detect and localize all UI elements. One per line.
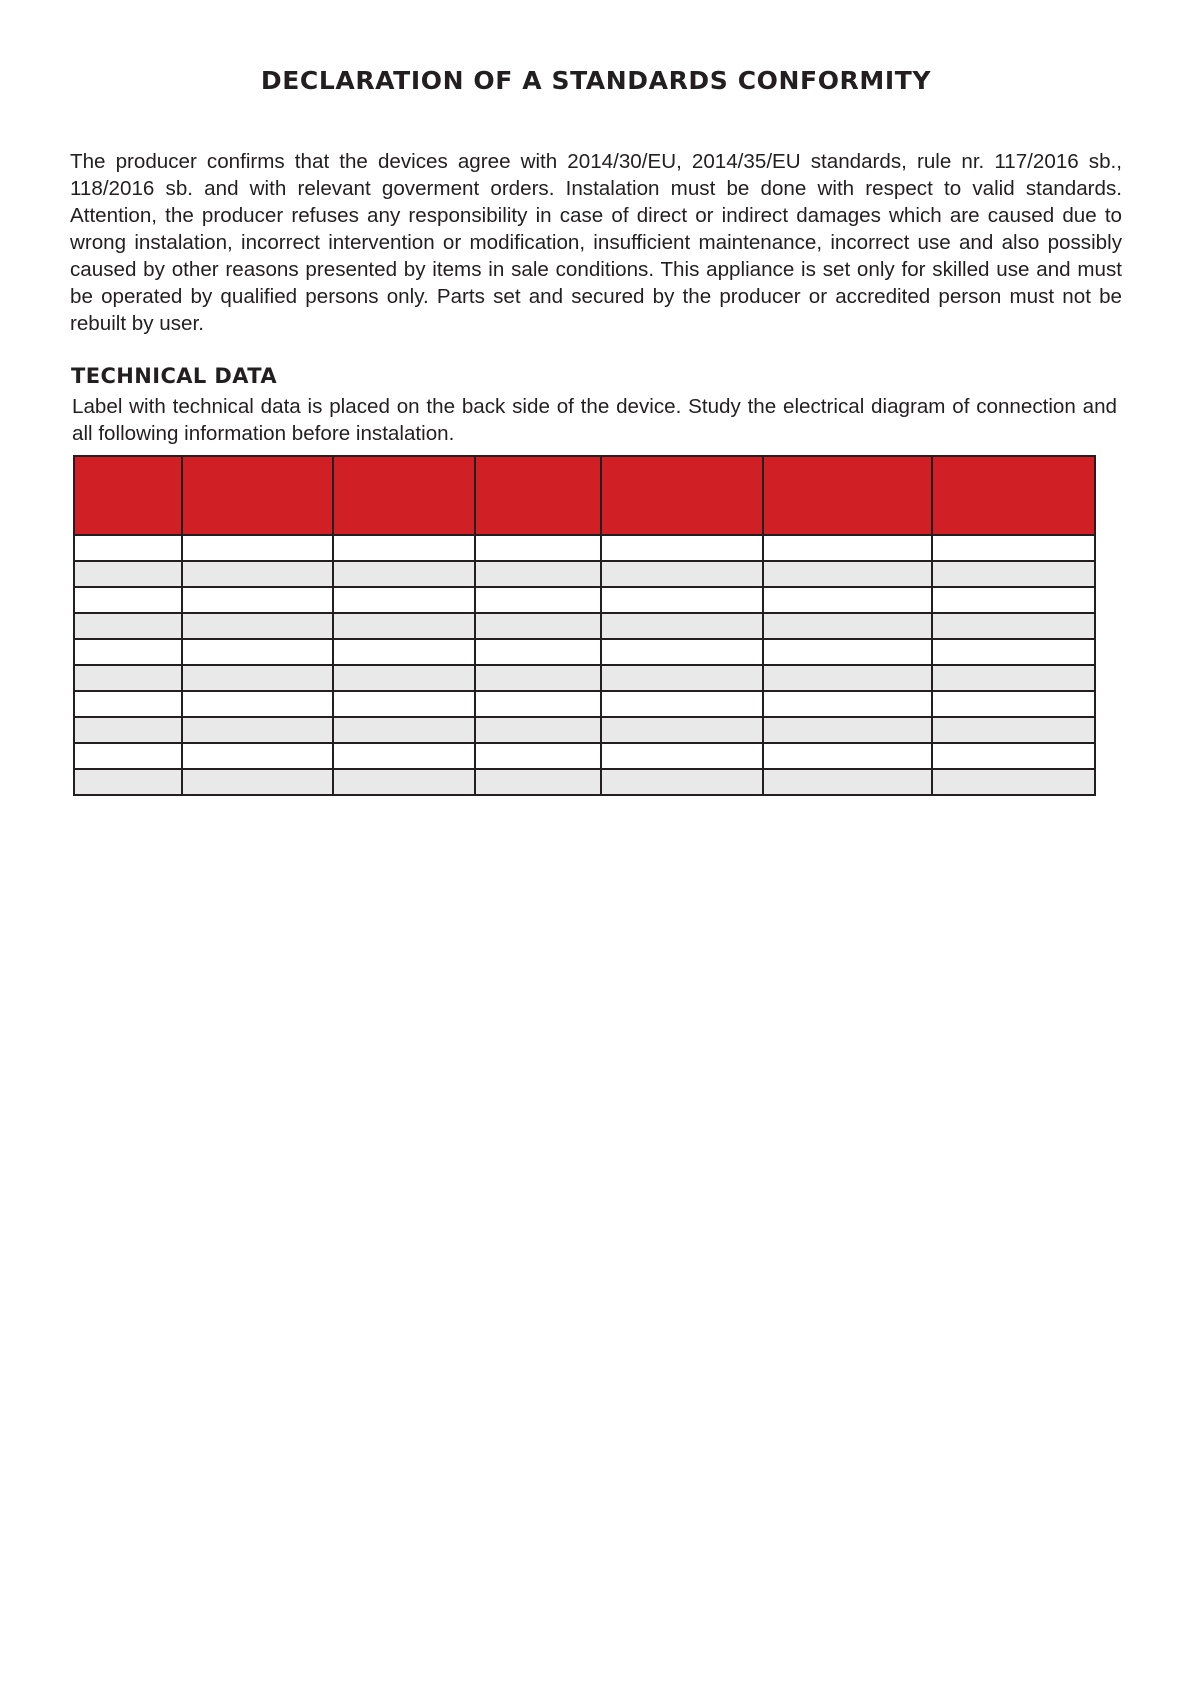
- table-cell: [932, 639, 1095, 665]
- table-cell: [74, 613, 182, 639]
- table-cell: [74, 535, 182, 561]
- table-header-cell: [475, 456, 601, 535]
- table-cell: [763, 691, 932, 717]
- table-cell: [601, 691, 763, 717]
- table-cell: [475, 665, 601, 691]
- technical-data-table: [73, 455, 1096, 796]
- table-cell: [475, 561, 601, 587]
- table-cell: [601, 769, 763, 795]
- table-cell: [601, 717, 763, 743]
- table-cell: [74, 587, 182, 613]
- table-header-cell: [763, 456, 932, 535]
- table-cell: [74, 743, 182, 769]
- table-cell: [74, 717, 182, 743]
- table-row: [74, 743, 1095, 769]
- table-cell: [763, 587, 932, 613]
- table-cell: [475, 587, 601, 613]
- table-header: [74, 456, 1095, 535]
- table-cell: [601, 613, 763, 639]
- table-cell: [333, 743, 475, 769]
- table-cell: [333, 639, 475, 665]
- table-cell: [182, 613, 333, 639]
- table-row: [74, 665, 1095, 691]
- table-cell: [475, 691, 601, 717]
- table-cell: [182, 691, 333, 717]
- table-cell: [932, 535, 1095, 561]
- table-cell: [74, 639, 182, 665]
- table-cell: [74, 665, 182, 691]
- table-cell: [182, 639, 333, 665]
- table-cell: [763, 639, 932, 665]
- table-cell: [475, 717, 601, 743]
- table-cell: [182, 665, 333, 691]
- table-cell: [182, 587, 333, 613]
- table-row: [74, 587, 1095, 613]
- table-cell: [932, 769, 1095, 795]
- table-cell: [932, 691, 1095, 717]
- table-cell: [475, 639, 601, 665]
- table-cell: [333, 587, 475, 613]
- table-cell: [475, 613, 601, 639]
- table-cell: [475, 535, 601, 561]
- table-cell: [601, 665, 763, 691]
- table-cell: [932, 743, 1095, 769]
- table-cell: [601, 535, 763, 561]
- table-header-cell: [74, 456, 182, 535]
- table-cell: [763, 665, 932, 691]
- table-row: [74, 639, 1095, 665]
- table-cell: [763, 717, 932, 743]
- technical-data-heading: TECHNICAL DATA: [71, 364, 278, 388]
- table-row: [74, 769, 1095, 795]
- table-header-row: [74, 456, 1095, 535]
- table-row: [74, 613, 1095, 639]
- table-cell: [333, 691, 475, 717]
- table-cell: [601, 639, 763, 665]
- table-cell: [601, 743, 763, 769]
- table-cell: [763, 743, 932, 769]
- table-header-cell: [333, 456, 475, 535]
- table-cell: [182, 743, 333, 769]
- table-cell: [333, 561, 475, 587]
- table-cell: [182, 535, 333, 561]
- table-cell: [333, 535, 475, 561]
- table-header-cell: [932, 456, 1095, 535]
- table-cell: [932, 561, 1095, 587]
- table-header-cell: [182, 456, 333, 535]
- table-cell: [932, 665, 1095, 691]
- table-cell: [74, 561, 182, 587]
- table-row: [74, 691, 1095, 717]
- technical-data-text: Label with technical data is placed on the back side of the device. Study the electrical diagram of connection and all following information before instalation.: [72, 395, 1117, 445]
- table-cell: [333, 769, 475, 795]
- table-cell: [932, 587, 1095, 613]
- table-cell: [74, 769, 182, 795]
- table-cell: [182, 717, 333, 743]
- table-cell: [333, 613, 475, 639]
- table-cell: [763, 769, 932, 795]
- table-cell: [333, 717, 475, 743]
- table-row: [74, 535, 1095, 561]
- page-title: DECLARATION OF A STANDARDS CONFORMITY: [260, 66, 932, 95]
- table-cell: [932, 613, 1095, 639]
- table-cell: [475, 743, 601, 769]
- table-cell: [601, 587, 763, 613]
- conformity-statement: The producer confirms that the devices agree with 2014/30/EU, 2014/35/EU standards, rule nr. 117/2016 sb., 118/2016 sb. and with relevant goverment orders. Instalation must be done with respect to valid standards. Attention, the producer refuses any responsibility in case of direct or indirect damages which are caused due to wrong instalation, incorrect intervention or modification, insufficient maintenance, incorrect use and also possibly caused by other reasons presented by items in sale conditions. This appliance is set only for skilled use and must be operated by qualified persons only. Parts set and secured by the producer or accredited person must not be rebuilt by user.: [70, 150, 1122, 335]
- table-row: [74, 561, 1095, 587]
- table-cell: [333, 665, 475, 691]
- table-body: [74, 535, 1095, 795]
- table-cell: [763, 613, 932, 639]
- table-cell: [74, 691, 182, 717]
- table-cell: [763, 561, 932, 587]
- table-cell: [601, 561, 763, 587]
- table-cell: [932, 717, 1095, 743]
- table-row: [74, 717, 1095, 743]
- table-header-cell: [601, 456, 763, 535]
- table-cell: [763, 535, 932, 561]
- table-cell: [182, 561, 333, 587]
- table-cell: [475, 769, 601, 795]
- table-cell: [182, 769, 333, 795]
